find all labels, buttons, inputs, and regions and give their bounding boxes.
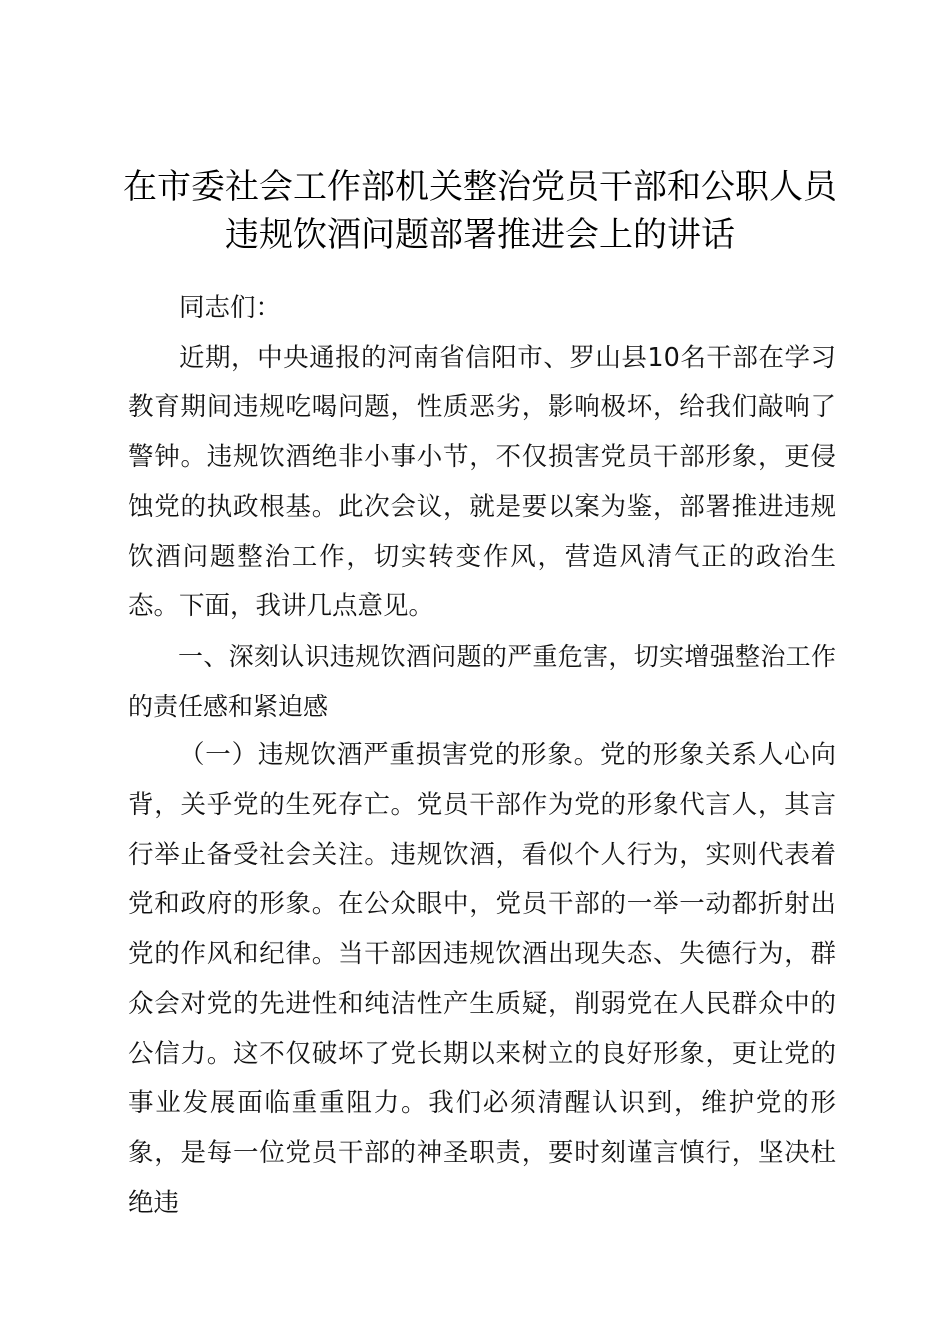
document-body	[128, 284, 836, 1228]
section-heading: 一、深刻认识违规饮酒问题的严重危害，切实增强整治工作的责任感和紧迫感	[128, 641, 836, 721]
section-paragraph: （一）违规饮酒严重损害党的形象。党的形象关系人心向背，关乎党的生死存亡。党员干部作为党的形象代言人，其言行举止备受社会关注。违规饮酒，看似个人行为，实则代表着党和政府的形象。在公众眼中，党员干部的一举一动都折射出党的作风和纪律。当干部因违规饮酒出现失态、失德行为，群众会对党的先进性和纯洁性产生质疑，削弱党在人民群众中的公信力。这不仅破坏了党长期以来树立的良好形象，更让党的事业发展面临重重阻力。我们必须清醒认识到，维护党的形象，是每一位党员干部的神圣职责，要时刻谨言慎行，坚决杜绝违	[128, 740, 836, 1218]
document-title: 在市委社会工作部机关整治党员干部和公职人员违规饮酒问题部署推进会上的讲话	[123, 167, 837, 255]
salutation: 同志们：	[179, 293, 282, 323]
intro-paragraph: 近期，中央通报的河南省信阳市、罗山县10名干部在学习教育期间违规吃喝问题，性质恶劣，影响极坏，给我们敲响了警钟。违规饮酒绝非小事小节，不仅损害党员干部形象，更侵蚀党的执政根基。此次会议，就是要以案为鉴，部署推进违规饮酒问题整治工作，切实转变作风，营造风清气正的政治生态。下面，我讲几点意见。	[128, 342, 836, 622]
